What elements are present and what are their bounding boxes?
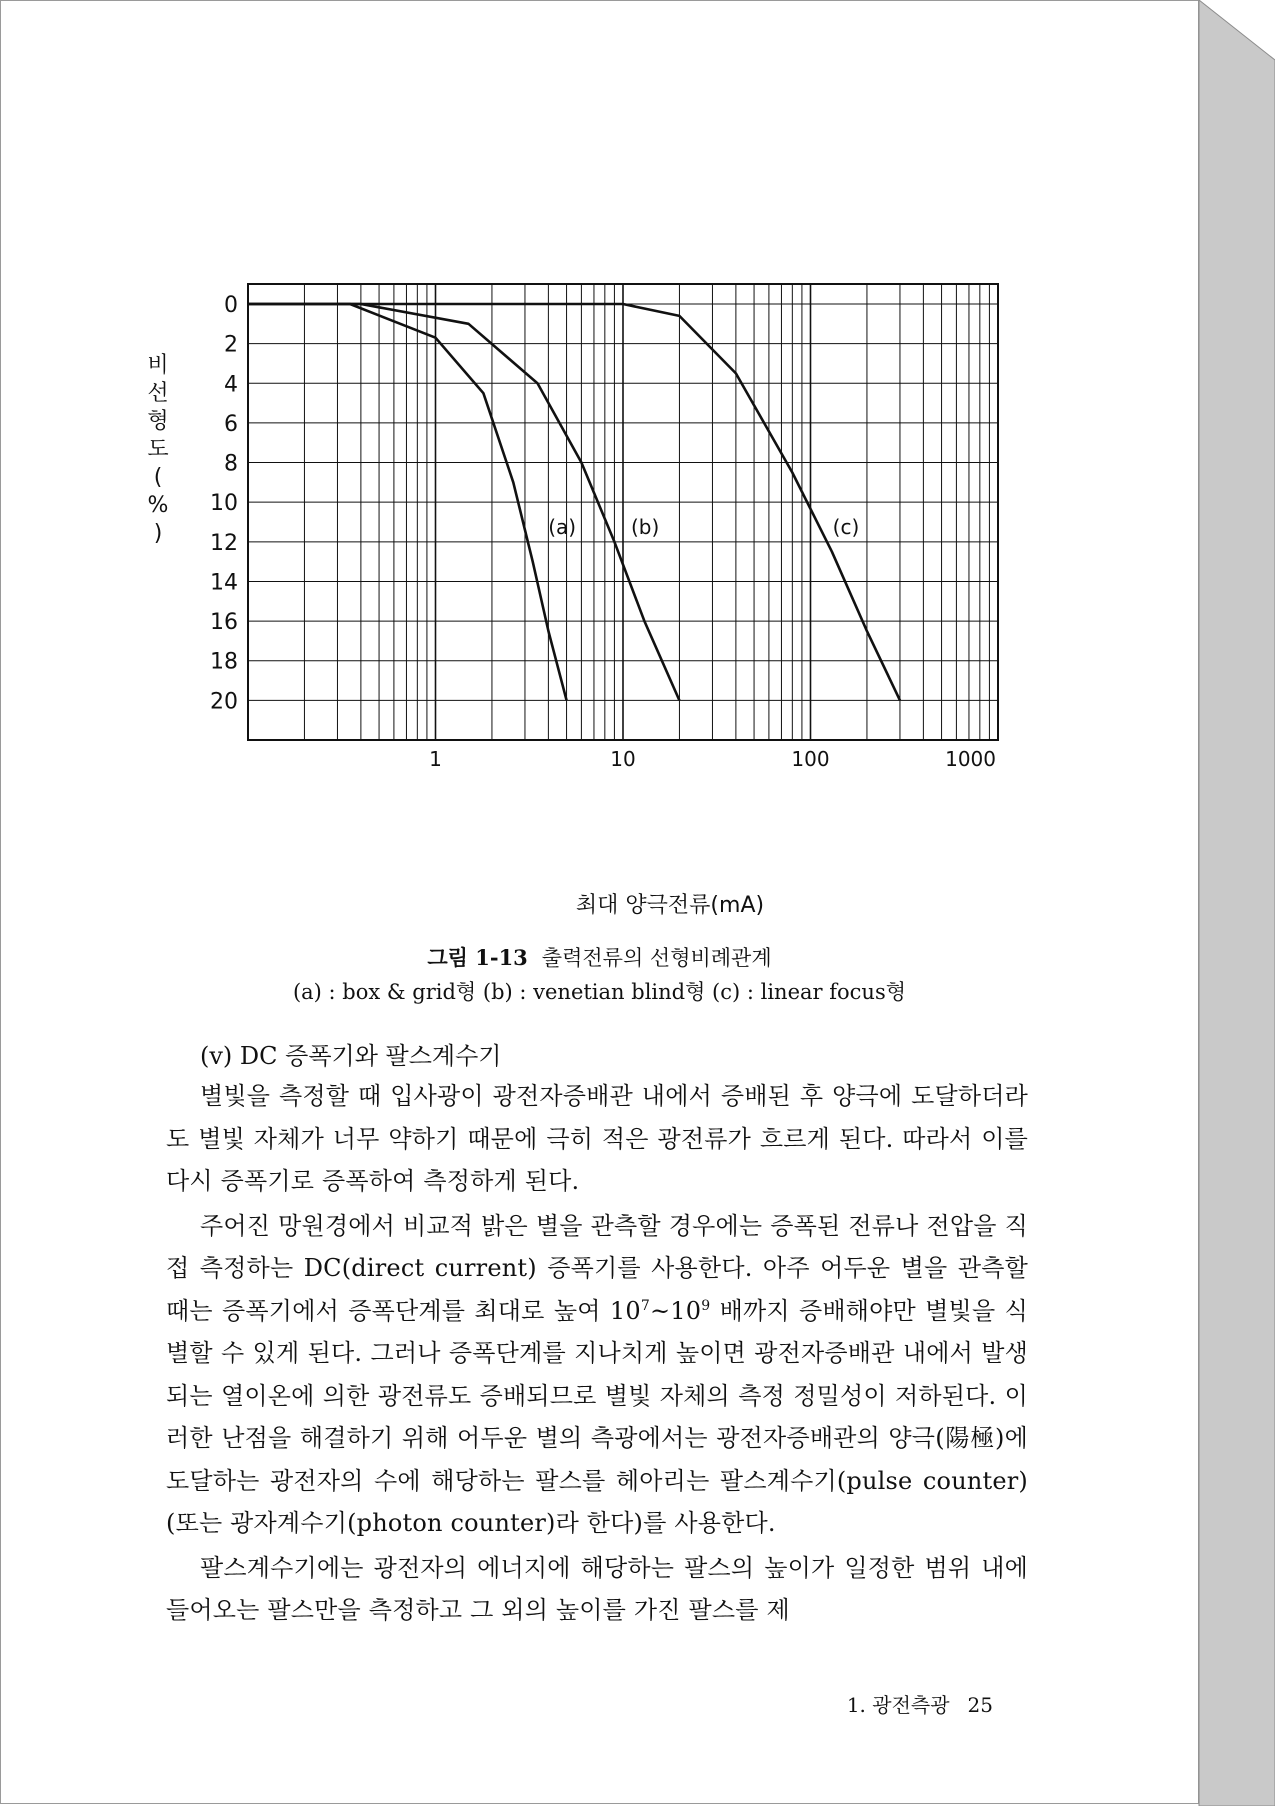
- series-label: (c): [832, 514, 860, 539]
- y-tick-label: 12: [210, 530, 238, 556]
- y-label-glyph: (: [153, 465, 163, 490]
- y-label-glyph: 선: [147, 381, 169, 406]
- figure-number: 그림 1-13: [427, 945, 528, 970]
- body-text: [166, 1075, 1028, 1632]
- exponent: 9: [701, 1297, 711, 1314]
- page-number: 25: [967, 1693, 993, 1717]
- y-label-glyph: 비: [147, 353, 169, 378]
- y-axis-label: [147, 353, 168, 546]
- y-tick-label: 18: [210, 649, 238, 675]
- y-tick-label: 2: [224, 332, 238, 358]
- series-label: (b): [630, 514, 660, 539]
- y-label-glyph: ): [153, 521, 163, 546]
- x-tick-label: 10: [610, 747, 636, 771]
- x-tick-labels: [429, 747, 996, 771]
- y-tick-label: 10: [210, 491, 238, 517]
- y-label-glyph: 도: [147, 437, 169, 462]
- y-tick-label: 6: [224, 411, 238, 437]
- x-tick-label: 1: [429, 747, 442, 771]
- x-tick-label: 1000: [945, 747, 996, 771]
- y-label-glyph: %: [147, 493, 169, 518]
- paragraph: 팔스계수기에는 광전자의 에너지에 해당하는 팔스의 높이가 일정한 범위 내에 들어오는 팔스만을 측정하고 그 외의 높이를 가진 팔스를 제: [166, 1553, 1028, 1624]
- section-heading: (v) DC 증폭기와 팔스계수기: [200, 1042, 502, 1070]
- page-footer: [847, 1689, 993, 1718]
- y-tick-label: 20: [210, 689, 238, 715]
- y-label-glyph: 형: [147, 409, 169, 434]
- y-tick-label: 0: [224, 293, 238, 318]
- linearity-chart: [147, 280, 1020, 920]
- figure-title: 출력전류의 선형비례관계: [541, 946, 772, 970]
- y-tick-label: 16: [210, 610, 238, 636]
- paragraph-text: 배까지 증배해야만 별빛을 식별할 수 있게 된다. 그러나 증폭단계를 지나치게 높이면 광전자증배관 내에서 발생되는 열이온에 의한 광전류도 증배되므로 별빛 자체의 측정 정밀성이 저하된다. 이러한 난점을 해결하기 위해 어두운 별의 측광에서는 광전자증배관의 양극(陽極)에 도달하는 광전자의 수에 해당하는 팔스를 헤아리는 팔스계수기(pulse counter)(또는 광자계수기(photon counter)라 한다)를 사용한다.: [166, 1296, 1028, 1537]
- paragraph-text: 주어진 망원경에서 비교적 밝은 별을 관측할 경우에는 증폭된 전류나 전압을 직접 측정하는 DC(direct current) 증폭기를 사용한다. 아주 어두운 별을 관측할 때는 증폭기에서 증폭단계를 최대로 높여 10: [166, 1211, 1028, 1325]
- footer-section: 1. 광전측광: [846, 1693, 950, 1717]
- y-tick-label: 14: [210, 570, 238, 596]
- exponent: 7: [640, 1297, 650, 1314]
- y-tick-labels: [210, 293, 238, 714]
- y-tick-label: 4: [224, 372, 238, 398]
- y-tick-label: 8: [224, 451, 238, 477]
- figure-legend: (a) : box & grid형 (b) : venetian blind형 (c) : linear focus형: [292, 980, 907, 1004]
- paragraph: [166, 1205, 1028, 1545]
- series-label: (a): [548, 514, 577, 539]
- figure-caption: [0, 942, 1199, 972]
- x-axis-label: 최대 양극전류(mA): [575, 893, 765, 918]
- paragraph: 별빛을 측정할 때 입사광이 광전자증배관 내에서 증배된 후 양극에 도달하더라도 별빛 자체가 너무 약하기 때문에 극히 적은 광전류가 흐르게 된다. 따라서 이를 다시 증폭기로 증폭하여 측정하게 된다.: [166, 1082, 1028, 1195]
- x-tick-label: 100: [791, 747, 830, 771]
- paragraph-text: ~10: [649, 1296, 702, 1325]
